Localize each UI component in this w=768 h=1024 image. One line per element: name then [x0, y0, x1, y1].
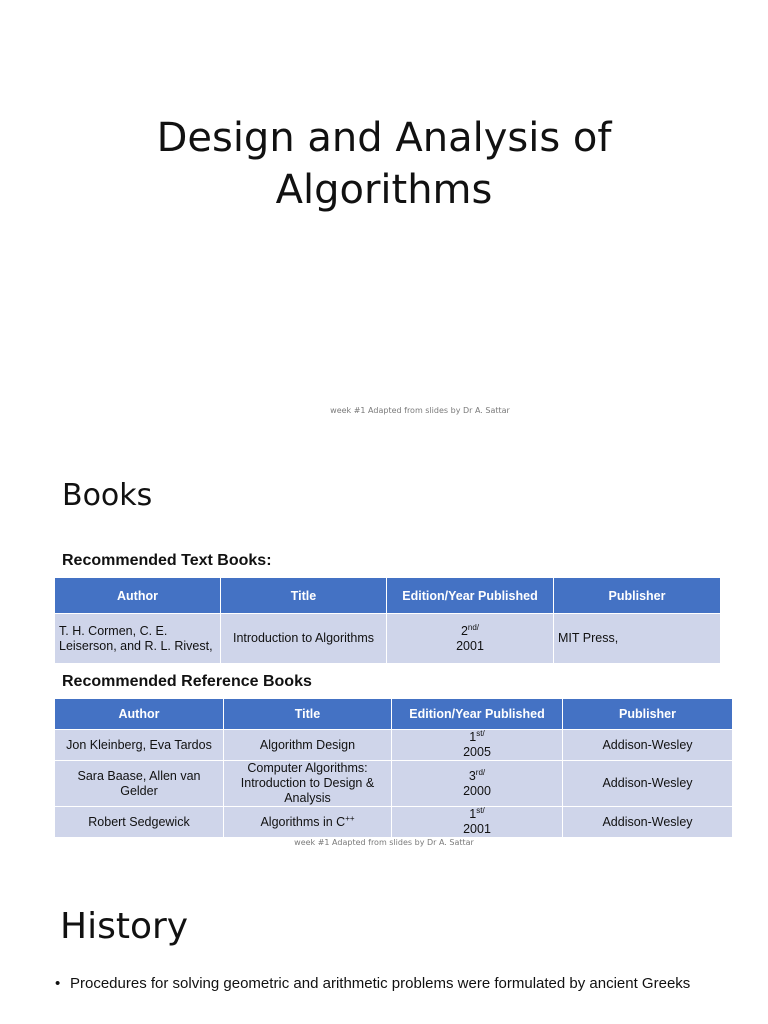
table-row [55, 614, 721, 664]
header-edition: Edition/Year Published [387, 578, 554, 614]
text-books-table [54, 577, 721, 664]
slide-heading: History [60, 906, 189, 947]
cell-author: Robert Sedgewick [55, 807, 224, 838]
slide-title [0, 0, 768, 432]
table-row [55, 730, 733, 761]
slide-footer: week #1 Adapted from slides by Dr A. Sattar [294, 838, 474, 847]
slide-books [0, 434, 768, 866]
cell-edition: $1^{st/}$ 2001 [392, 807, 563, 838]
cell-title: Introduction to Algorithms [221, 614, 387, 664]
header-publisher: Publisher [554, 578, 721, 614]
table-row [55, 807, 733, 838]
cell-title: Algorithm Design [224, 730, 392, 761]
bullet-item [55, 976, 735, 992]
title-line-2: Algorithms [275, 167, 493, 213]
bullet-text: Procedures for solving geometric and arithmetic problems were formulated by ancient Greeks [70, 975, 691, 992]
cell-publisher: Addison-Wesley [563, 761, 733, 807]
text-books-label: Recommended Text Books: [62, 552, 272, 569]
reference-books-table [54, 698, 733, 838]
header-author: Author [55, 578, 221, 614]
cell-publisher: MIT Press, [554, 614, 721, 664]
header-title: Title [224, 699, 392, 730]
header-edition: Edition/Year Published [392, 699, 563, 730]
slide-heading: Books [62, 478, 153, 513]
table-header-row [55, 578, 721, 614]
slide-footer: week #1 Adapted from slides by Dr A. Sattar [330, 406, 510, 415]
header-publisher: Publisher [563, 699, 733, 730]
cell-edition: $2^{nd/}$ 2001 [387, 614, 554, 664]
cell-title: Algorithms in C++ [224, 807, 392, 838]
header-author: Author [55, 699, 224, 730]
table-row [55, 761, 733, 807]
slide-history [0, 868, 768, 1024]
header-title: Title [221, 578, 387, 614]
cell-author: T. H. Cormen, C. E. Leiserson, and R. L. Rivest, [55, 614, 221, 664]
table-header-row [55, 699, 733, 730]
cell-publisher: Addison-Wesley [563, 807, 733, 838]
cell-edition: $1^{st/}$ 2005 [392, 730, 563, 761]
presentation-title [0, 112, 768, 216]
cell-edition: $3^{rd/}$ 2000 [392, 761, 563, 807]
cell-title: Computer Algorithms: Introduction to Design & Analysis [224, 761, 392, 807]
cell-author: Jon Kleinberg, Eva Tardos [55, 730, 224, 761]
bullet-icon: • [55, 975, 61, 992]
reference-books-label: Recommended Reference Books [62, 673, 312, 690]
title-line-1: Design and Analysis of [156, 115, 612, 161]
cell-publisher: Addison-Wesley [563, 730, 733, 761]
cell-author: Sara Baase, Allen van Gelder [55, 761, 224, 807]
